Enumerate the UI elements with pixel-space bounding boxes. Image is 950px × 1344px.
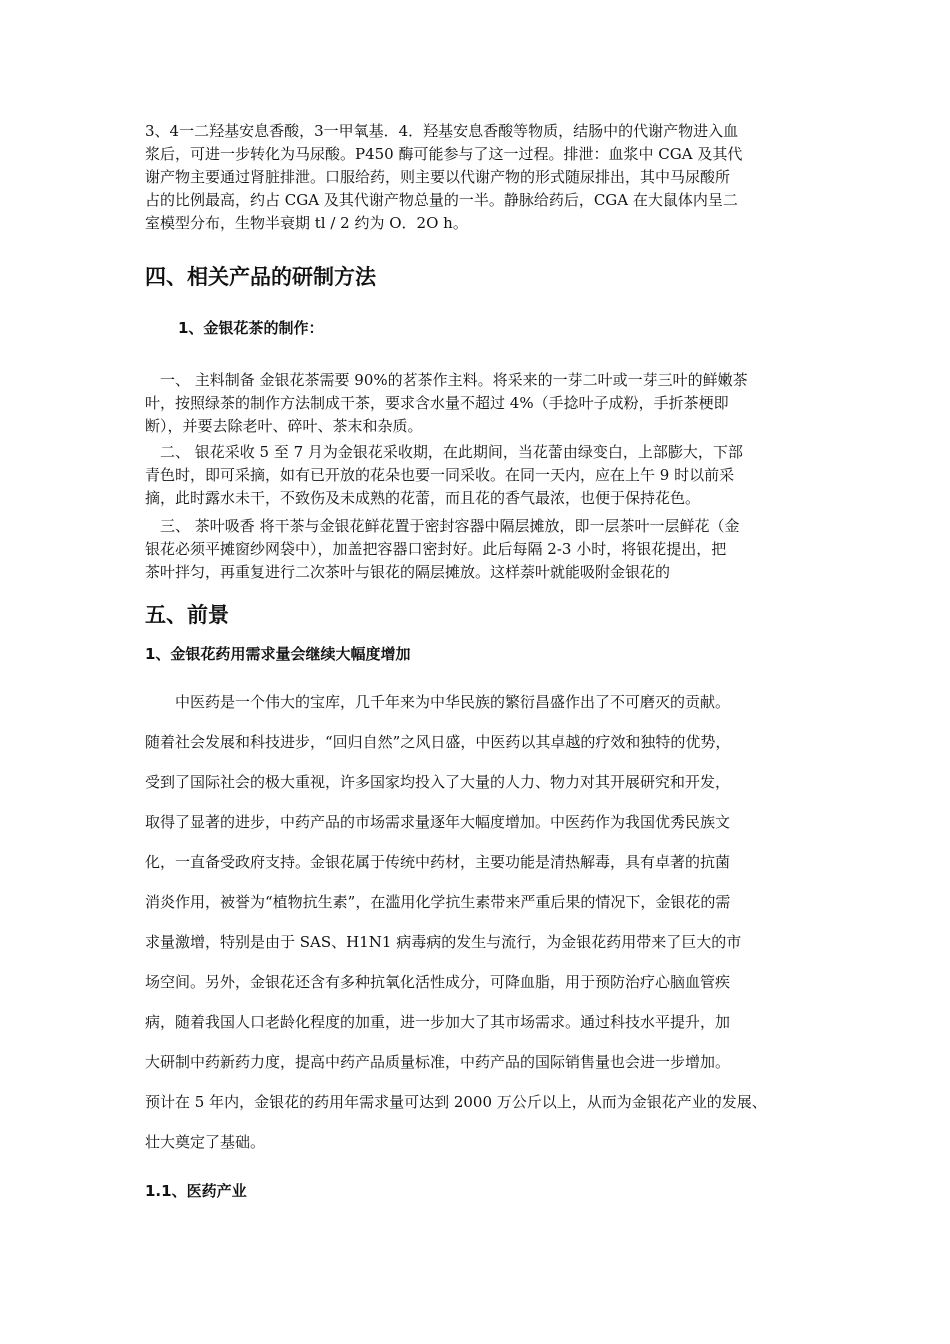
step-paragraph [145,441,810,510]
text-line: 茶叶拌匀，再重复进行二次茶叶与银花的隔层摊放。这样萘叶就能吸附金银花的 [145,563,671,581]
intro-paragraph [145,120,810,235]
text-line: 摘，此时露水未干，不致伤及未成熟的花蕾，而且花的香气最浓，也便于保持花色。 [145,489,701,507]
text-line: 壮大奠定了基础。 [145,1133,266,1151]
text-line: 受到了国际社会的极大重视，许多国家均投入了大量的人力、物力对其开展研究和开发， [145,773,731,791]
step-paragraph [145,515,810,584]
body-paragraph [145,682,810,1162]
text-line: 取得了显著的进步，中药产品的市场需求量逐年大幅度增加。中医药作为我国优秀民族文 [145,813,731,831]
text-line: 浆后，可进一步转化为马尿酸。P450 酶可能参与了这一过程。排泄：血浆中 CGA 及其代 [145,145,743,163]
subsection-heading: 1、金银花茶的制作： [178,319,324,337]
text-line: 病，随着我国人口老龄化程度的加重，进一步加大了其市场需求。通过科技水平提升，加 [145,1013,731,1031]
text-line: 3、4一二羟基安息香酸，3一甲氧基．4．羟基安息香酸等物质，结肠中的代谢产物进入血 [145,122,739,140]
subsection-heading: 1.1、医药产业 [145,1182,247,1200]
text-line: 一、 主料制备 金银花茶需要 90%的茗茶作主料。将采来的一芽二叶或一芽三叶的鲜嫩茶 [145,371,748,389]
text-line: 谢产物主要通过肾脏排泄。口服给药，则主要以代谢产物的形式随尿排出，其中马尿酸所 [145,168,731,186]
text-line: 断），并要去除老叶、碎叶、茶末和杂质。 [145,417,423,435]
text-line: 预计在 5 年内，金银花的药用年需求量可达到 2000 万公斤以上，从而为金银花产业的发展、 [145,1093,767,1111]
text-line: 消炎作用，被誉为“植物抗生素”，在滥用化学抗生素带来严重后果的情况下，金银花的需 [145,893,731,911]
text-line: 求量激增，特别是由于 SAS、H1N1 病毒病的发生与流行，为金银花药用带来了巨大的市 [145,933,742,951]
subsection-heading: 1、金银花药用需求量会继续大幅度增加 [145,645,411,663]
text-line: 随着社会发展和科技进步，“回归自然”之风日盛，中医药以其卓越的疗效和独特的优势， [145,733,731,751]
text-line: 室模型分布，生物半衰期 tl / 2 约为 O．2O h。 [145,214,468,232]
step-paragraph [145,369,810,438]
text-line: 叶，按照绿茶的制作方法制成干茶，要求含水量不超过 4%（手捻叶子成粉，手折茶梗即 [145,394,729,412]
text-line: 中医药是一个伟大的宝库，几千年来为中华民族的繁衍昌盛作出了不可磨灭的贡献。 [145,693,731,711]
text-line: 场空间。另外，金银花还含有多种抗氧化活性成分，可降血脂，用于预防治疗心脑血管疾 [145,973,731,991]
text-line: 银花必须平摊窗纱网袋中），加盖把容器口密封好。此后每隔 2-3 小时，将银花提出，把 [145,540,727,558]
text-line: 青色时，即可采摘，如有已开放的花朵也要一同采收。在同一天内，应在上午 9 时以前采 [145,466,735,484]
text-line: 二、 银花采收 5 至 7 月为金银花采收期，在此期间，当花蕾由绿变白，上部膨大，下部 [145,443,743,461]
section-heading: 五、前景 [145,603,229,627]
text-line: 占的比例最高，约占 CGA 及其代谢产物总量的一半。静脉给药后，CGA 在大鼠体内呈二 [145,191,738,209]
text-line: 大研制中药新药力度，提高中药产品质量标准，中药产品的国际销售量也会进一步增加。 [145,1053,731,1071]
section-heading: 四、相关产品的研制方法 [145,265,376,289]
text-line: 三、 茶叶吸香 将干茶与金银花鲜花置于密封容器中隔层摊放，即一层茶叶一层鲜花（金 [145,517,740,535]
text-line: 化，一直备受政府支持。金银花属于传统中药材，主要功能是清热解毒，具有卓著的抗菌 [145,853,731,871]
